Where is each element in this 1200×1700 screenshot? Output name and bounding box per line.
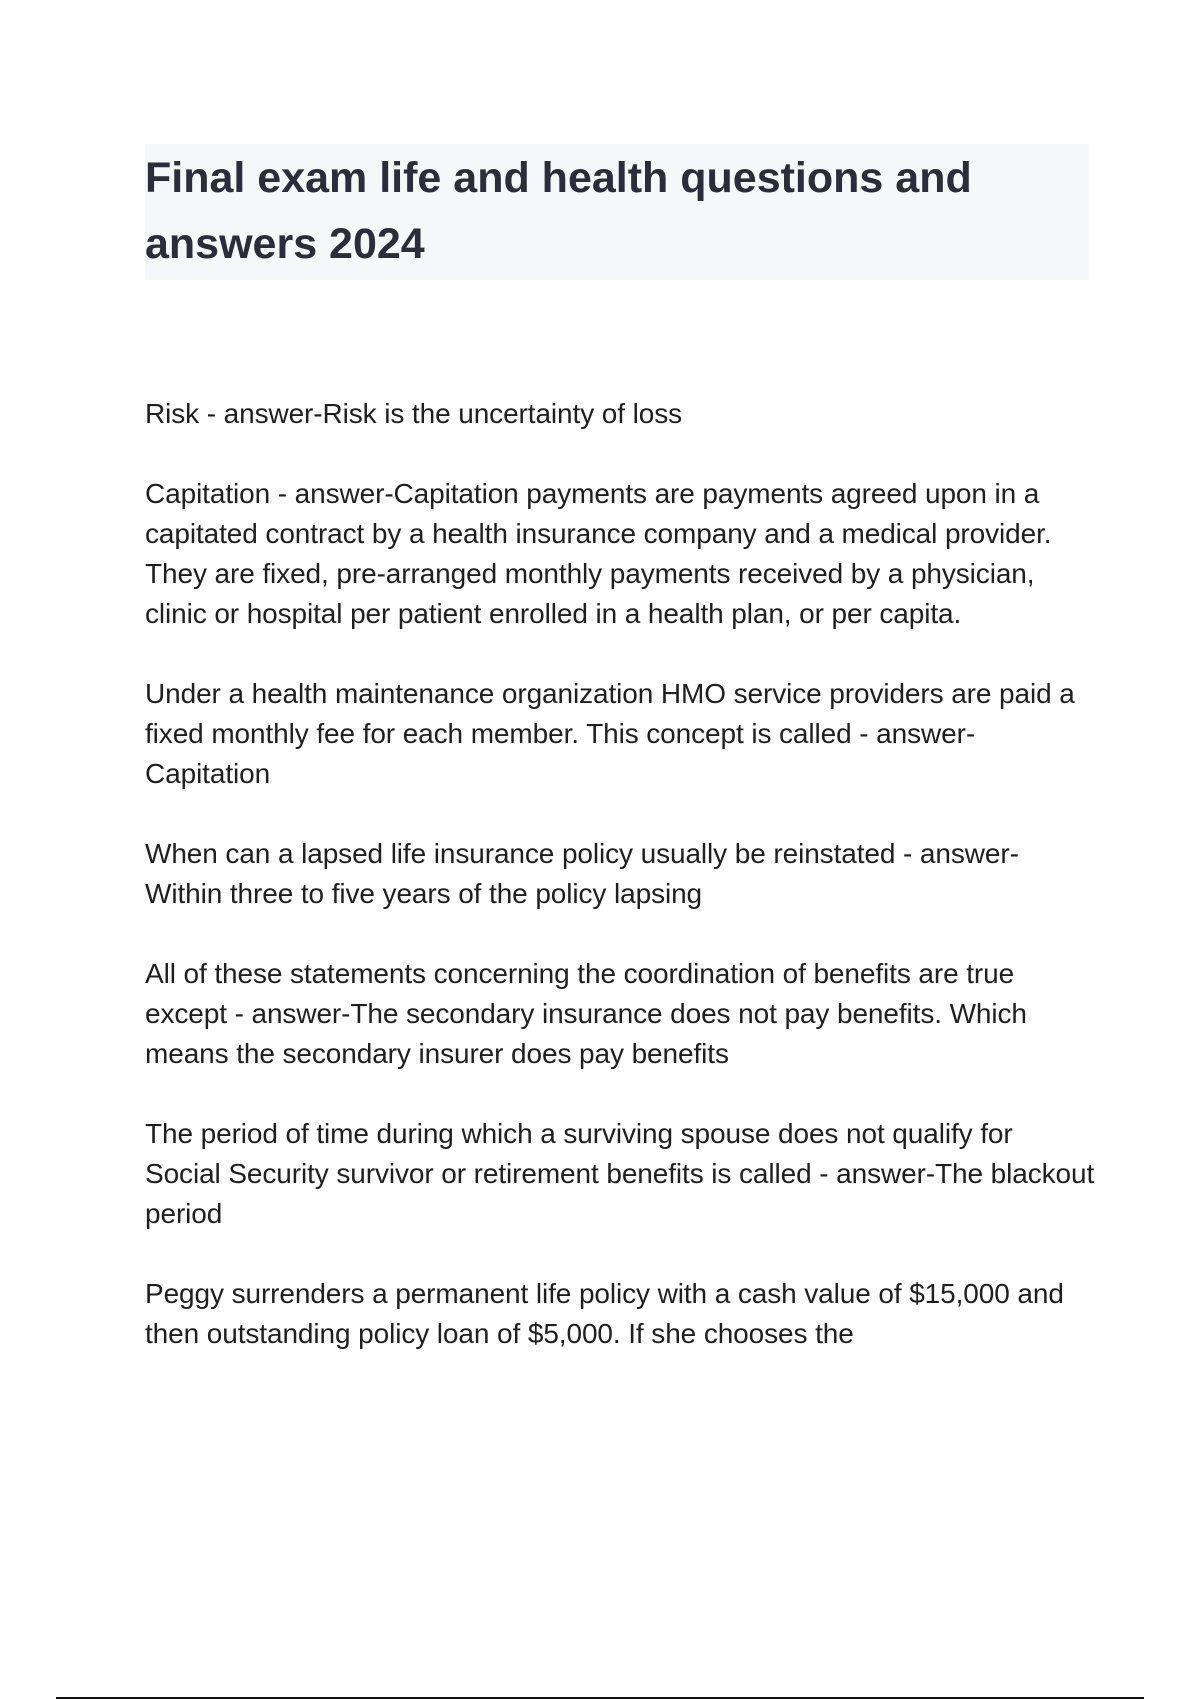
- qa-entry-hmo: Under a health maintenance organization HMO service providers are paid a fixed monthly fee for each member. This concept is called - answer-Capitation: [145, 678, 1075, 789]
- title-banner: [145, 144, 1089, 280]
- qa-content: [145, 394, 1095, 1394]
- page-bottom-rule: [56, 1697, 1144, 1699]
- qa-entry-blackout-period: The period of time during which a surviving spouse does not qualify for Social Security survivor or retirement benefits is called - answer-The blackout period: [145, 1118, 1095, 1229]
- qa-entry-coordination-of-benefits: All of these statements concerning the coordination of benefits are true except - answer-The secondary insurance does not pay benefits. Which means the secondary insurer does pay benefits: [145, 958, 1027, 1069]
- qa-entry-capitation: Capitation - answer-Capitation payments are payments agreed upon in a capitated contract by a health insurance company and a medical provider. They are fixed, pre-arranged monthly payments received by a physician, clinic or hospital per patient enrolled in a health plan, or per capita.: [145, 478, 1052, 629]
- document-title: Final exam life and health questions and answers 2024: [145, 154, 972, 268]
- qa-entry-risk: Risk - answer-Risk is the uncertainty of loss: [145, 398, 683, 429]
- qa-entry-reinstatement: When can a lapsed life insurance policy usually be reinstated - answer-Within three to five years of the policy lapsing: [145, 838, 1019, 909]
- qa-entry-peggy-surrender: Peggy surrenders a permanent life policy with a cash value of $15,000 and then outstanding policy loan of $5,000. If she chooses the: [145, 1278, 1064, 1349]
